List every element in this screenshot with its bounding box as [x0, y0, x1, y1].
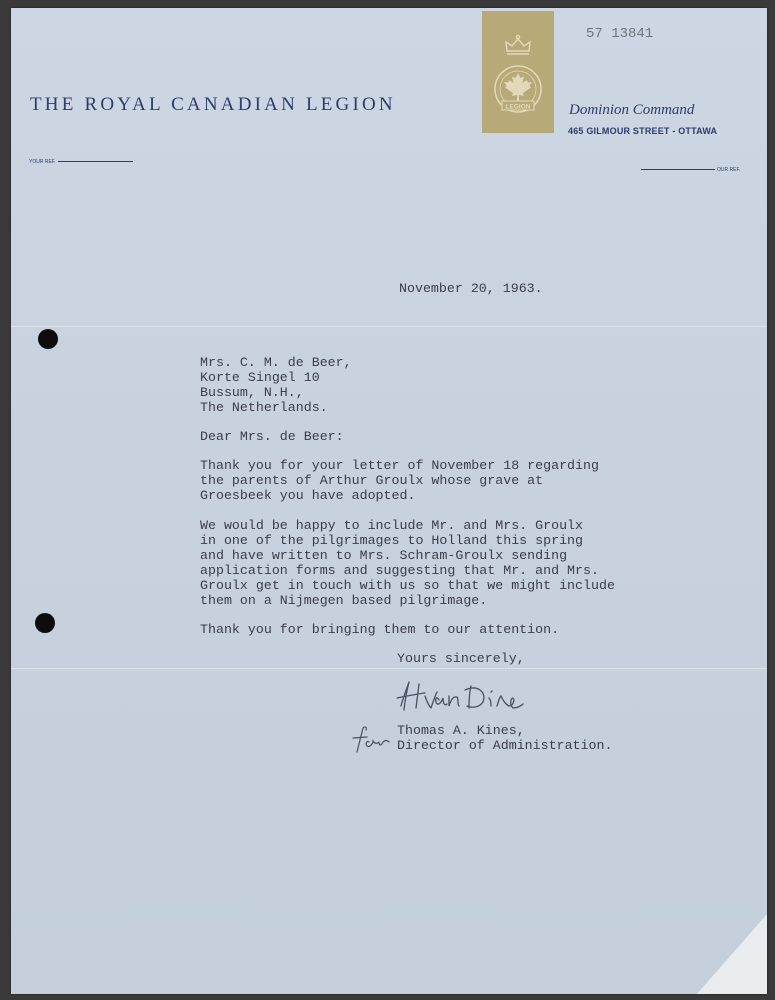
paragraph-line: We would be happy to include Mr. and Mrs. Groulx: [200, 518, 584, 533]
dominion-command: Dominion Command: [569, 102, 695, 118]
crown-icon: [506, 35, 530, 54]
paragraph-line: Thank you for your letter of November 18 regarding: [200, 458, 599, 473]
paragraph-line: in one of the pilgrimages to Holland this spring: [200, 533, 584, 548]
signatory-title: Director of Administration.: [397, 738, 613, 753]
our-ref-field: [641, 167, 740, 173]
recipient-line: Bussum, N.H.,: [200, 385, 304, 400]
for-handwritten-icon: [349, 722, 397, 756]
letter-date: November 20, 1963.: [399, 281, 543, 296]
letterhead-address: 465 GILMOUR STREET - OTTAWA: [568, 126, 718, 136]
your-ref-line: [58, 161, 133, 162]
organization-name: THE ROYAL CANADIAN LEGION: [30, 94, 396, 115]
paragraph-3: Thank you for bringing them to our attention.: [200, 622, 560, 637]
fold-line: [11, 326, 767, 327]
paragraph-line: the parents of Arthur Groulx whose grave at: [200, 473, 544, 488]
paragraph-line: and have written to Mrs. Schram-Groulx sending: [200, 548, 568, 563]
your-ref-label: YOUR REF.: [29, 159, 56, 165]
paragraph-line: Groulx get in touch with us so that we might include: [200, 578, 615, 593]
recipient-line: Mrs. C. M. de Beer,: [200, 355, 352, 370]
our-ref-label: OUR REF.: [717, 167, 741, 173]
archive-number: 57 13841: [586, 26, 654, 42]
maple-leaf-icon: [504, 73, 532, 101]
closing: Yours sincerely,: [397, 651, 525, 666]
our-ref-line: [641, 169, 715, 170]
paragraph-line: application forms and suggesting that Mr. and Mrs.: [200, 563, 599, 578]
paragraph-line: them on a Nijmegen based pilgrimage.: [200, 593, 488, 608]
punch-hole: [35, 613, 55, 633]
punch-hole: [38, 329, 58, 349]
folded-corner: [697, 914, 767, 994]
signatory-name: Thomas A. Kines,: [397, 723, 525, 738]
letter-page: [11, 8, 767, 994]
your-ref-field: [29, 159, 133, 165]
salutation: Dear Mrs. de Beer:: [200, 429, 344, 444]
legion-emblem: [482, 11, 554, 133]
handwritten-signature: [391, 676, 541, 718]
recipient-line: The Netherlands.: [200, 400, 328, 415]
fold-line: [11, 668, 767, 669]
paragraph-line: Groesbeek you have adopted.: [200, 488, 416, 503]
emblem-label: LEGION: [505, 103, 531, 111]
recipient-line: Korte Singel 10: [200, 370, 320, 385]
